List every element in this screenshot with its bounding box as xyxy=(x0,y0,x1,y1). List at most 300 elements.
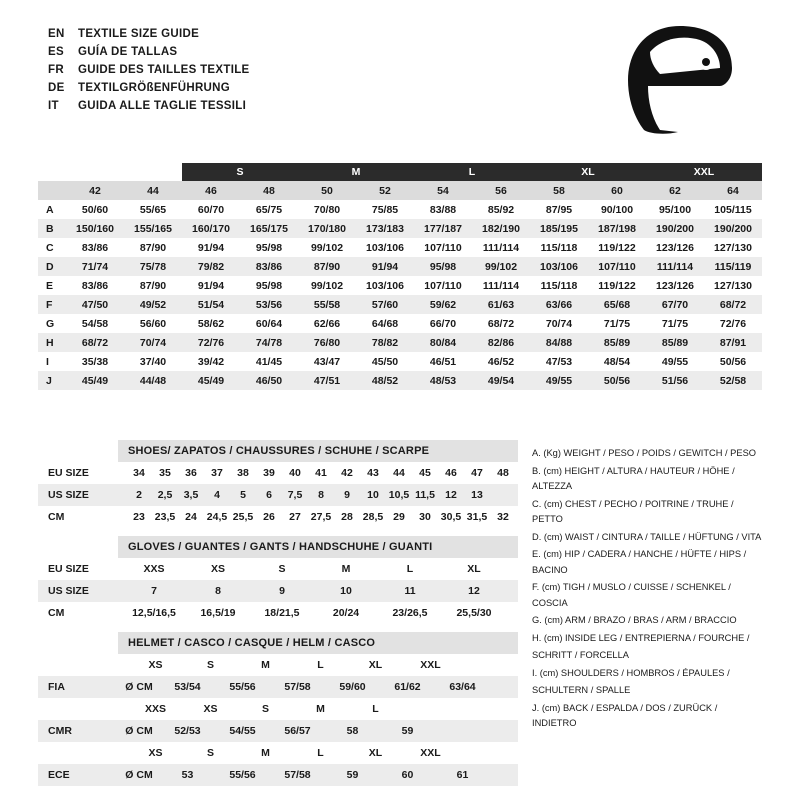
measurement-cell: 87/91 xyxy=(704,333,762,352)
header-title: TEXTILE SIZE GUIDE xyxy=(78,28,200,40)
size-value: 27 xyxy=(289,511,301,523)
size-row xyxy=(38,484,518,506)
measurement-cell: 75/78 xyxy=(124,257,182,276)
size-row-values xyxy=(118,467,518,479)
measurement-cell: 75/85 xyxy=(356,200,414,219)
measurement-cell: 45/49 xyxy=(66,371,124,390)
header-lang-code: FR xyxy=(48,64,64,76)
helmet-size-labels xyxy=(118,747,518,759)
helmet-size-label: S xyxy=(206,659,214,671)
size-value: 9 xyxy=(279,585,285,597)
size-value: 46 xyxy=(445,467,457,479)
legend-item: SCHULTERN / SPALLE xyxy=(532,685,631,695)
measurement-cell: 54/58 xyxy=(66,314,124,333)
legend-item: E. (cm) HIP / CADERA / HANCHE / HÜFTE / HIPS / BACINO xyxy=(532,549,747,575)
measurement-cell: 105/115 xyxy=(704,200,762,219)
measurement-cell: 66/70 xyxy=(414,314,472,333)
measurement-cell: 60/64 xyxy=(240,314,298,333)
size-row-label: US SIZE xyxy=(48,489,89,501)
size-row-values xyxy=(118,511,518,523)
helmet-value: 55/56 xyxy=(229,681,256,693)
measurement-cell: 46/52 xyxy=(472,352,530,371)
size-value: 23/26,5 xyxy=(392,607,428,619)
size-value: XL xyxy=(467,563,481,575)
measurement-cell: 187/198 xyxy=(588,219,646,238)
measurement-cell: 91/94 xyxy=(182,238,240,257)
legend-item: A. (Kg) WEIGHT / PESO / POIDS / GEWITCH / PESO xyxy=(532,448,757,458)
helmet-standard-label: ECE xyxy=(48,769,70,781)
numeric-size-header-cell: 46 xyxy=(182,181,240,200)
measurement-cell: 87/90 xyxy=(124,238,182,257)
helmet-size-label: L xyxy=(317,747,324,759)
measurement-cell: 68/72 xyxy=(66,333,124,352)
measurement-cell: 95/100 xyxy=(646,200,704,219)
helmet-value: 53/54 xyxy=(174,681,201,693)
size-value: 48 xyxy=(497,467,509,479)
size-row-label: EU SIZE xyxy=(48,467,89,479)
size-value: 8 xyxy=(215,585,221,597)
size-value: 7 xyxy=(151,585,157,597)
size-value: 11 xyxy=(404,585,416,597)
measurement-cell: 111/114 xyxy=(646,257,704,276)
row-label-spacer xyxy=(38,181,66,200)
helmet-value: 59/60 xyxy=(339,681,366,693)
helmet-size-label: L xyxy=(372,703,379,715)
measurement-cell: 72/76 xyxy=(704,314,762,333)
table-row xyxy=(38,314,762,333)
measurement-row-label: D xyxy=(38,257,66,276)
size-value: 12,5/16,5 xyxy=(132,607,176,619)
table-row xyxy=(38,200,762,219)
measurement-cell: 35/38 xyxy=(66,352,124,371)
measurement-cell: 67/70 xyxy=(646,295,704,314)
header-line xyxy=(48,100,250,118)
measurement-row-label: F xyxy=(38,295,66,314)
helmet-size-label: XXS xyxy=(144,703,166,715)
measurement-cell: 45/49 xyxy=(182,371,240,390)
measurement-cell: 103/106 xyxy=(356,276,414,295)
measurement-cell: 119/122 xyxy=(588,276,646,295)
measurement-cell: 48/54 xyxy=(588,352,646,371)
helmet-value: 61/62 xyxy=(394,681,421,693)
measurement-cell: 51/56 xyxy=(646,371,704,390)
measurement-row-label: H xyxy=(38,333,66,352)
numeric-size-header-cell: 44 xyxy=(124,181,182,200)
header-line xyxy=(48,46,250,64)
size-value: 37 xyxy=(211,467,223,479)
helmet-value: 59 xyxy=(346,769,359,781)
numeric-size-header-cell: 60 xyxy=(588,181,646,200)
helmet-size-label: XL xyxy=(368,747,383,759)
measurement-cell: 82/86 xyxy=(472,333,530,352)
size-value: 28,5 xyxy=(362,511,384,523)
measurement-cell: 91/94 xyxy=(356,257,414,276)
measurement-cell: 87/95 xyxy=(530,200,588,219)
helmet-size-label: XXL xyxy=(420,659,441,671)
measurement-cell: 48/53 xyxy=(414,371,472,390)
measurement-cell: 56/60 xyxy=(124,314,182,333)
size-value: 10 xyxy=(367,489,379,501)
numeric-size-header-cell: 58 xyxy=(530,181,588,200)
helmet-value: 58 xyxy=(346,725,359,737)
measurement-cell: 65/75 xyxy=(240,200,298,219)
table-row xyxy=(38,295,762,314)
helmet-size-label: S xyxy=(261,703,269,715)
measurement-cell: 39/42 xyxy=(182,352,240,371)
size-value: 27,5 xyxy=(310,511,332,523)
shoes-section-title: SHOES/ ZAPATOS / CHAUSSURES / SCHUHE / SCARPE xyxy=(118,440,518,462)
size-value: M xyxy=(341,563,351,575)
measurement-cell: 111/114 xyxy=(472,238,530,257)
measurement-cell: 160/170 xyxy=(182,219,240,238)
size-value: 8 xyxy=(318,489,324,501)
measurement-cell: 185/195 xyxy=(530,219,588,238)
size-value: 26 xyxy=(263,511,275,523)
header-lang-code: DE xyxy=(48,82,65,94)
measurement-cell: 170/180 xyxy=(298,219,356,238)
measurement-cell: 87/90 xyxy=(124,276,182,295)
measurement-cell: 49/55 xyxy=(530,371,588,390)
header-line xyxy=(48,64,250,82)
measurement-cell: 55/65 xyxy=(124,200,182,219)
table-row xyxy=(38,333,762,352)
numeric-size-header-cell: 50 xyxy=(298,181,356,200)
legend-item: D. (cm) WAIST / CINTURA / TAILLE / HÜFTUNG / VITA xyxy=(532,531,762,542)
size-value: 7,5 xyxy=(287,489,303,501)
table-row xyxy=(38,352,762,371)
measurement-cell: 84/88 xyxy=(530,333,588,352)
helmet-value: 52/53 xyxy=(174,725,201,737)
measurement-cell: 68/72 xyxy=(704,295,762,314)
measurement-cell: 74/78 xyxy=(240,333,298,352)
helmet-standard-label: FIA xyxy=(48,681,65,693)
table-row xyxy=(38,238,762,257)
size-value: 34 xyxy=(133,467,145,479)
size-value: 12 xyxy=(468,585,480,597)
measurement-cell: 72/76 xyxy=(182,333,240,352)
measurement-cell: 87/90 xyxy=(298,257,356,276)
header-line xyxy=(48,82,250,100)
size-row xyxy=(38,558,518,580)
size-value: 16,5/19 xyxy=(200,607,236,619)
size-value: 45 xyxy=(419,467,431,479)
helmet-size-header-row xyxy=(38,742,518,764)
size-row xyxy=(38,580,518,602)
header-lang-code: ES xyxy=(48,46,64,58)
measurement-cell: 70/80 xyxy=(298,200,356,219)
size-value: 44 xyxy=(393,467,405,479)
size-row xyxy=(38,462,518,484)
letter-size-header-cell: XL xyxy=(530,163,646,181)
size-value: 23 xyxy=(133,511,145,523)
size-value: 25,5/30 xyxy=(456,607,492,619)
numeric-size-header-row xyxy=(38,181,762,200)
size-value: 36 xyxy=(185,467,197,479)
measurement-cell: 119/122 xyxy=(588,238,646,257)
numeric-size-header-cell: 42 xyxy=(66,181,124,200)
helmet-values xyxy=(118,769,518,781)
size-value: 20/24 xyxy=(332,607,360,619)
numeric-size-header-cell: 48 xyxy=(240,181,298,200)
measurement-cell: 115/118 xyxy=(530,238,588,257)
helmet-value: 55/56 xyxy=(229,769,256,781)
measurement-row-label: G xyxy=(38,314,66,333)
helmet-value: 61 xyxy=(456,769,469,781)
measurement-cell: 123/126 xyxy=(646,238,704,257)
helmet-value: 63/64 xyxy=(449,681,476,693)
measurement-cell: 64/68 xyxy=(356,314,414,333)
measurement-cell: 63/66 xyxy=(530,295,588,314)
lower-section xyxy=(38,440,762,786)
measurement-cell: 99/102 xyxy=(472,257,530,276)
header-lang-code: IT xyxy=(48,100,59,112)
measurement-cell: 47/53 xyxy=(530,352,588,371)
helmet-value: 60 xyxy=(401,769,414,781)
header-title: TEXTILGRÖßENFÜHRUNG xyxy=(78,82,230,94)
helmet-size-label: M xyxy=(261,747,270,759)
measurement-cell: 155/165 xyxy=(124,219,182,238)
measurement-cell: 49/52 xyxy=(124,295,182,314)
helmet-standard-row xyxy=(38,764,518,786)
measurement-cell: 182/190 xyxy=(472,219,530,238)
measurement-cell: 95/98 xyxy=(240,238,298,257)
size-value: 40 xyxy=(289,467,301,479)
size-value: 35 xyxy=(159,467,171,479)
helmet-value: 56/57 xyxy=(284,725,311,737)
measurement-cell: 50/60 xyxy=(66,200,124,219)
gloves-section-title: GLOVES / GUANTES / GANTS / HANDSCHUHE / GUANTI xyxy=(118,536,518,558)
size-value: 43 xyxy=(367,467,379,479)
table-row xyxy=(38,219,762,238)
numeric-size-header-cell: 56 xyxy=(472,181,530,200)
measurement-cell: 48/52 xyxy=(356,371,414,390)
measurement-cell: 43/47 xyxy=(298,352,356,371)
helmet-unit: Ø CM xyxy=(125,681,153,693)
letter-size-header-cell xyxy=(66,163,182,181)
size-value: 5 xyxy=(240,489,246,501)
helmet-size-header-row xyxy=(38,698,518,720)
letter-size-header-cell: S xyxy=(182,163,298,181)
legend-item: H. (cm) INSIDE LEG / ENTREPIERNA / FOURCHE / xyxy=(532,632,750,643)
measurement-cell: 65/68 xyxy=(588,295,646,314)
measurement-cell: 85/89 xyxy=(588,333,646,352)
size-value: L xyxy=(406,563,414,575)
measurement-cell: 103/106 xyxy=(356,238,414,257)
helmet-size-label: M xyxy=(261,659,270,671)
size-value: 18/21,5 xyxy=(264,607,300,619)
measurement-cell: 53/56 xyxy=(240,295,298,314)
size-row xyxy=(38,602,518,624)
measurement-cell: 61/63 xyxy=(472,295,530,314)
measurement-cell: 45/50 xyxy=(356,352,414,371)
measurement-cell: 99/102 xyxy=(298,238,356,257)
measurement-cell: 50/56 xyxy=(588,371,646,390)
size-row-label: CM xyxy=(48,511,65,523)
measurement-cell: 90/100 xyxy=(588,200,646,219)
legend-item: G. (cm) ARM / BRAZO / BRAS / ARM / BRACCIO xyxy=(532,615,737,625)
helmet-standard-label: CMR xyxy=(48,725,72,737)
measurement-cell: 103/106 xyxy=(530,257,588,276)
row-label-spacer xyxy=(38,163,66,181)
header-lang-code: EN xyxy=(48,28,65,40)
size-value: 3,5 xyxy=(183,489,199,501)
measurement-cell: 70/74 xyxy=(124,333,182,352)
helmet-unit: Ø CM xyxy=(125,769,153,781)
measurement-cell: 50/56 xyxy=(704,352,762,371)
measurement-row-label: J xyxy=(38,371,66,390)
legend-item: F. (cm) TIGH / MUSLO / CUISSE / SCHENKEL / COSCIA xyxy=(532,582,731,608)
size-value: 12 xyxy=(445,489,457,501)
size-value: 30,5 xyxy=(440,511,462,523)
measurement-cell: 71/75 xyxy=(588,314,646,333)
legend-item: SCHRITT / FORCELLA xyxy=(532,650,629,660)
measurement-cell: 190/200 xyxy=(646,219,704,238)
helmet-size-label: XXL xyxy=(420,747,441,759)
size-value: 24 xyxy=(185,511,197,523)
letter-size-header-cell: M xyxy=(298,163,414,181)
measurement-cell: 71/74 xyxy=(66,257,124,276)
size-value: 10,5 xyxy=(388,489,410,501)
measurement-cell: 83/88 xyxy=(414,200,472,219)
size-row-values xyxy=(118,607,518,619)
measurement-cell: 111/114 xyxy=(472,276,530,295)
measurement-cell: 173/183 xyxy=(356,219,414,238)
measurement-cell: 83/86 xyxy=(66,238,124,257)
size-row-label: EU SIZE xyxy=(48,563,89,575)
measurement-cell: 46/50 xyxy=(240,371,298,390)
size-value: 6 xyxy=(266,489,272,501)
measurement-cell: 115/119 xyxy=(704,257,762,276)
size-value: 24,5 xyxy=(206,511,228,523)
size-charts-column xyxy=(38,440,518,786)
measurements-table xyxy=(38,163,762,390)
letter-size-header-cell: XXL xyxy=(646,163,762,181)
letter-size-header-row xyxy=(38,163,762,181)
legend-item: B. (cm) HEIGHT / ALTURA / HAUTEUR / HÖHE / ALTEZZA xyxy=(532,465,735,491)
size-value: 41 xyxy=(315,467,327,479)
helmet-size-labels xyxy=(118,703,518,715)
measurement-cell: 107/110 xyxy=(588,257,646,276)
measurement-cell: 70/74 xyxy=(530,314,588,333)
measurement-cell: 95/98 xyxy=(240,276,298,295)
measurement-cell: 47/50 xyxy=(66,295,124,314)
measurement-cell: 58/62 xyxy=(182,314,240,333)
size-value: 13 xyxy=(471,489,483,501)
header-line xyxy=(48,28,250,46)
measurement-cell: 59/62 xyxy=(414,295,472,314)
table-row xyxy=(38,257,762,276)
numeric-size-header-cell: 52 xyxy=(356,181,414,200)
size-row xyxy=(38,506,518,528)
measurement-cell: 49/55 xyxy=(646,352,704,371)
size-row-values xyxy=(118,489,518,501)
helmet-size-labels xyxy=(118,659,518,671)
helmet-section-title: HELMET / CASCO / CASQUE / HELM / CASCO xyxy=(118,632,518,654)
measurement-cell: 44/48 xyxy=(124,371,182,390)
size-value: 2 xyxy=(136,489,142,501)
header-title: GUIDA ALLE TAGLIE TESSILI xyxy=(78,100,247,112)
measurement-cell: 62/66 xyxy=(298,314,356,333)
helmet-value: 59 xyxy=(401,725,414,737)
size-value: 32 xyxy=(497,511,509,523)
measurement-cell: 127/130 xyxy=(704,276,762,295)
measurement-cell: 123/126 xyxy=(646,276,704,295)
measurement-cell: 51/54 xyxy=(182,295,240,314)
measurement-cell: 80/84 xyxy=(414,333,472,352)
size-value: 9 xyxy=(344,489,350,501)
measurement-row-label: I xyxy=(38,352,66,371)
helmet-values xyxy=(118,681,518,693)
measurement-cell: 79/82 xyxy=(182,257,240,276)
helmet-value: 57/58 xyxy=(284,681,311,693)
size-value: 28 xyxy=(341,511,353,523)
measurement-cell: 49/54 xyxy=(472,371,530,390)
helmet-size-label: XS xyxy=(148,659,163,671)
size-value: 31,5 xyxy=(466,511,488,523)
measurement-cell: 60/70 xyxy=(182,200,240,219)
numeric-size-header-cell: 64 xyxy=(704,181,762,200)
measurement-cell: 85/89 xyxy=(646,333,704,352)
size-value: S xyxy=(278,563,286,575)
measurement-cell: 107/110 xyxy=(414,276,472,295)
helmet-unit: Ø CM xyxy=(125,725,153,737)
size-row-label: US SIZE xyxy=(48,585,89,597)
helmet-standard-row xyxy=(38,676,518,698)
measurement-cell: 85/92 xyxy=(472,200,530,219)
size-row-values xyxy=(118,585,518,597)
measurement-row-label: C xyxy=(38,238,66,257)
measurement-cell: 107/110 xyxy=(414,238,472,257)
size-value: 25,5 xyxy=(232,511,254,523)
size-value: 39 xyxy=(263,467,275,479)
measurement-cell: 46/51 xyxy=(414,352,472,371)
measurement-cell: 190/200 xyxy=(704,219,762,238)
measurement-cell: 177/187 xyxy=(414,219,472,238)
measurement-cell: 95/98 xyxy=(414,257,472,276)
helmet-value: 53 xyxy=(181,769,194,781)
measurement-cell: 68/72 xyxy=(472,314,530,333)
measurement-cell: 91/94 xyxy=(182,276,240,295)
legend-item: J. (cm) BACK / ESPALDA / DOS / ZURÜCK / INDIETRO xyxy=(532,702,718,728)
size-value: 38 xyxy=(237,467,249,479)
measurement-cell: 99/102 xyxy=(298,276,356,295)
header xyxy=(48,28,250,118)
helmet-size-label: M xyxy=(316,703,325,715)
helmet-size-label: XL xyxy=(368,659,383,671)
measurement-row-label: A xyxy=(38,200,66,219)
size-row-values xyxy=(118,563,518,575)
size-value: 2,5 xyxy=(157,489,173,501)
measurement-cell: 83/86 xyxy=(66,276,124,295)
size-value: 30 xyxy=(419,511,431,523)
measurement-cell: 76/80 xyxy=(298,333,356,352)
measurement-cell: 115/118 xyxy=(530,276,588,295)
header-title: GUIDE DES TAILLES TEXTILE xyxy=(78,64,250,76)
legend-item: I. (cm) SHOULDERS / HOMBROS / ÉPAULES / xyxy=(532,667,730,678)
helmet-size-label: L xyxy=(317,659,324,671)
header-title: GUÍA DE TALLAS xyxy=(78,46,178,58)
measurement-cell: 55/58 xyxy=(298,295,356,314)
size-value: 10 xyxy=(340,585,352,597)
size-row-label: CM xyxy=(48,607,65,619)
helmet-size-label: S xyxy=(206,747,214,759)
measurement-row-label: B xyxy=(38,219,66,238)
measurement-cell: 71/75 xyxy=(646,314,704,333)
measurement-cell: 57/60 xyxy=(356,295,414,314)
measurement-cell: 150/160 xyxy=(66,219,124,238)
size-value: XS xyxy=(210,563,225,575)
size-value: 23,5 xyxy=(154,511,176,523)
